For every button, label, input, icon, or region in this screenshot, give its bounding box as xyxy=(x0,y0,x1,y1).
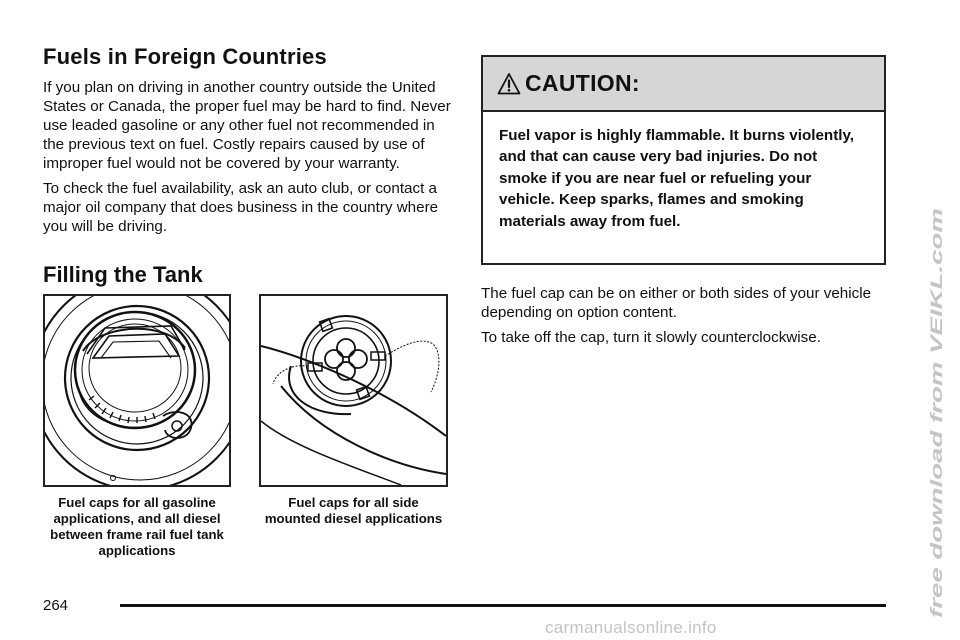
caution-body: Fuel vapor is highly flammable. It burns violently, and that can cause very bad injuries. Do not smoke if you are near fuel or refueling your vehicle. Keep sparks, flames and smoking materials away from fuel. xyxy=(499,127,855,230)
section-fuels-foreign xyxy=(43,44,458,242)
section-title-filling-tank: Filling the Tank xyxy=(43,262,203,287)
diesel-fuel-cap-icon xyxy=(261,296,446,485)
page-number: 264 xyxy=(43,597,69,614)
diesel-fuel-cap-illustration xyxy=(259,294,448,487)
footer-url-watermark: carmanualsonline.info xyxy=(545,618,717,637)
gasoline-fuel-cap-illustration xyxy=(43,294,231,487)
caution-warning-icon xyxy=(497,72,521,96)
caution-title: CAUTION: xyxy=(525,70,640,96)
figure-caption-diesel: Fuel caps for all side mounted diesel applications xyxy=(264,495,443,526)
paragraph-fuel-availability: To check the fuel availability, ask an auto club, or contact a major oil company that does business in the country where you will be driving. xyxy=(43,180,439,235)
paragraph-leaded-fuel: If you plan on driving in another country outside the United States or Canada, the proper fuel may be hard to find. Never use leaded gasoline or any other fuel not recommended in the previous text on fuel. Costly repairs caused by use of improper fuel would not be covered by your warranty. xyxy=(43,79,451,172)
caution-header xyxy=(483,57,884,112)
paragraph-remove-cap: To take off the cap, turn it slowly counterclockwise. xyxy=(481,329,821,346)
section-title-fuels-foreign: Fuels in Foreign Countries xyxy=(43,44,327,69)
gasoline-fuel-cap-icon xyxy=(45,296,229,485)
caution-box xyxy=(481,55,886,265)
section-fuel-cap-text xyxy=(481,284,896,353)
footer-rule xyxy=(120,604,886,607)
figure-caption-gasoline: Fuel caps for all gasoline applications, and all diesel between frame rail fuel tank applications xyxy=(50,495,224,558)
paragraph-fuel-cap-location: The fuel cap can be on either or both sides of your vehicle depending on option content. xyxy=(481,285,872,321)
watermark xyxy=(902,200,958,620)
watermark-text: free download from VEIKL.com xyxy=(927,365,946,618)
